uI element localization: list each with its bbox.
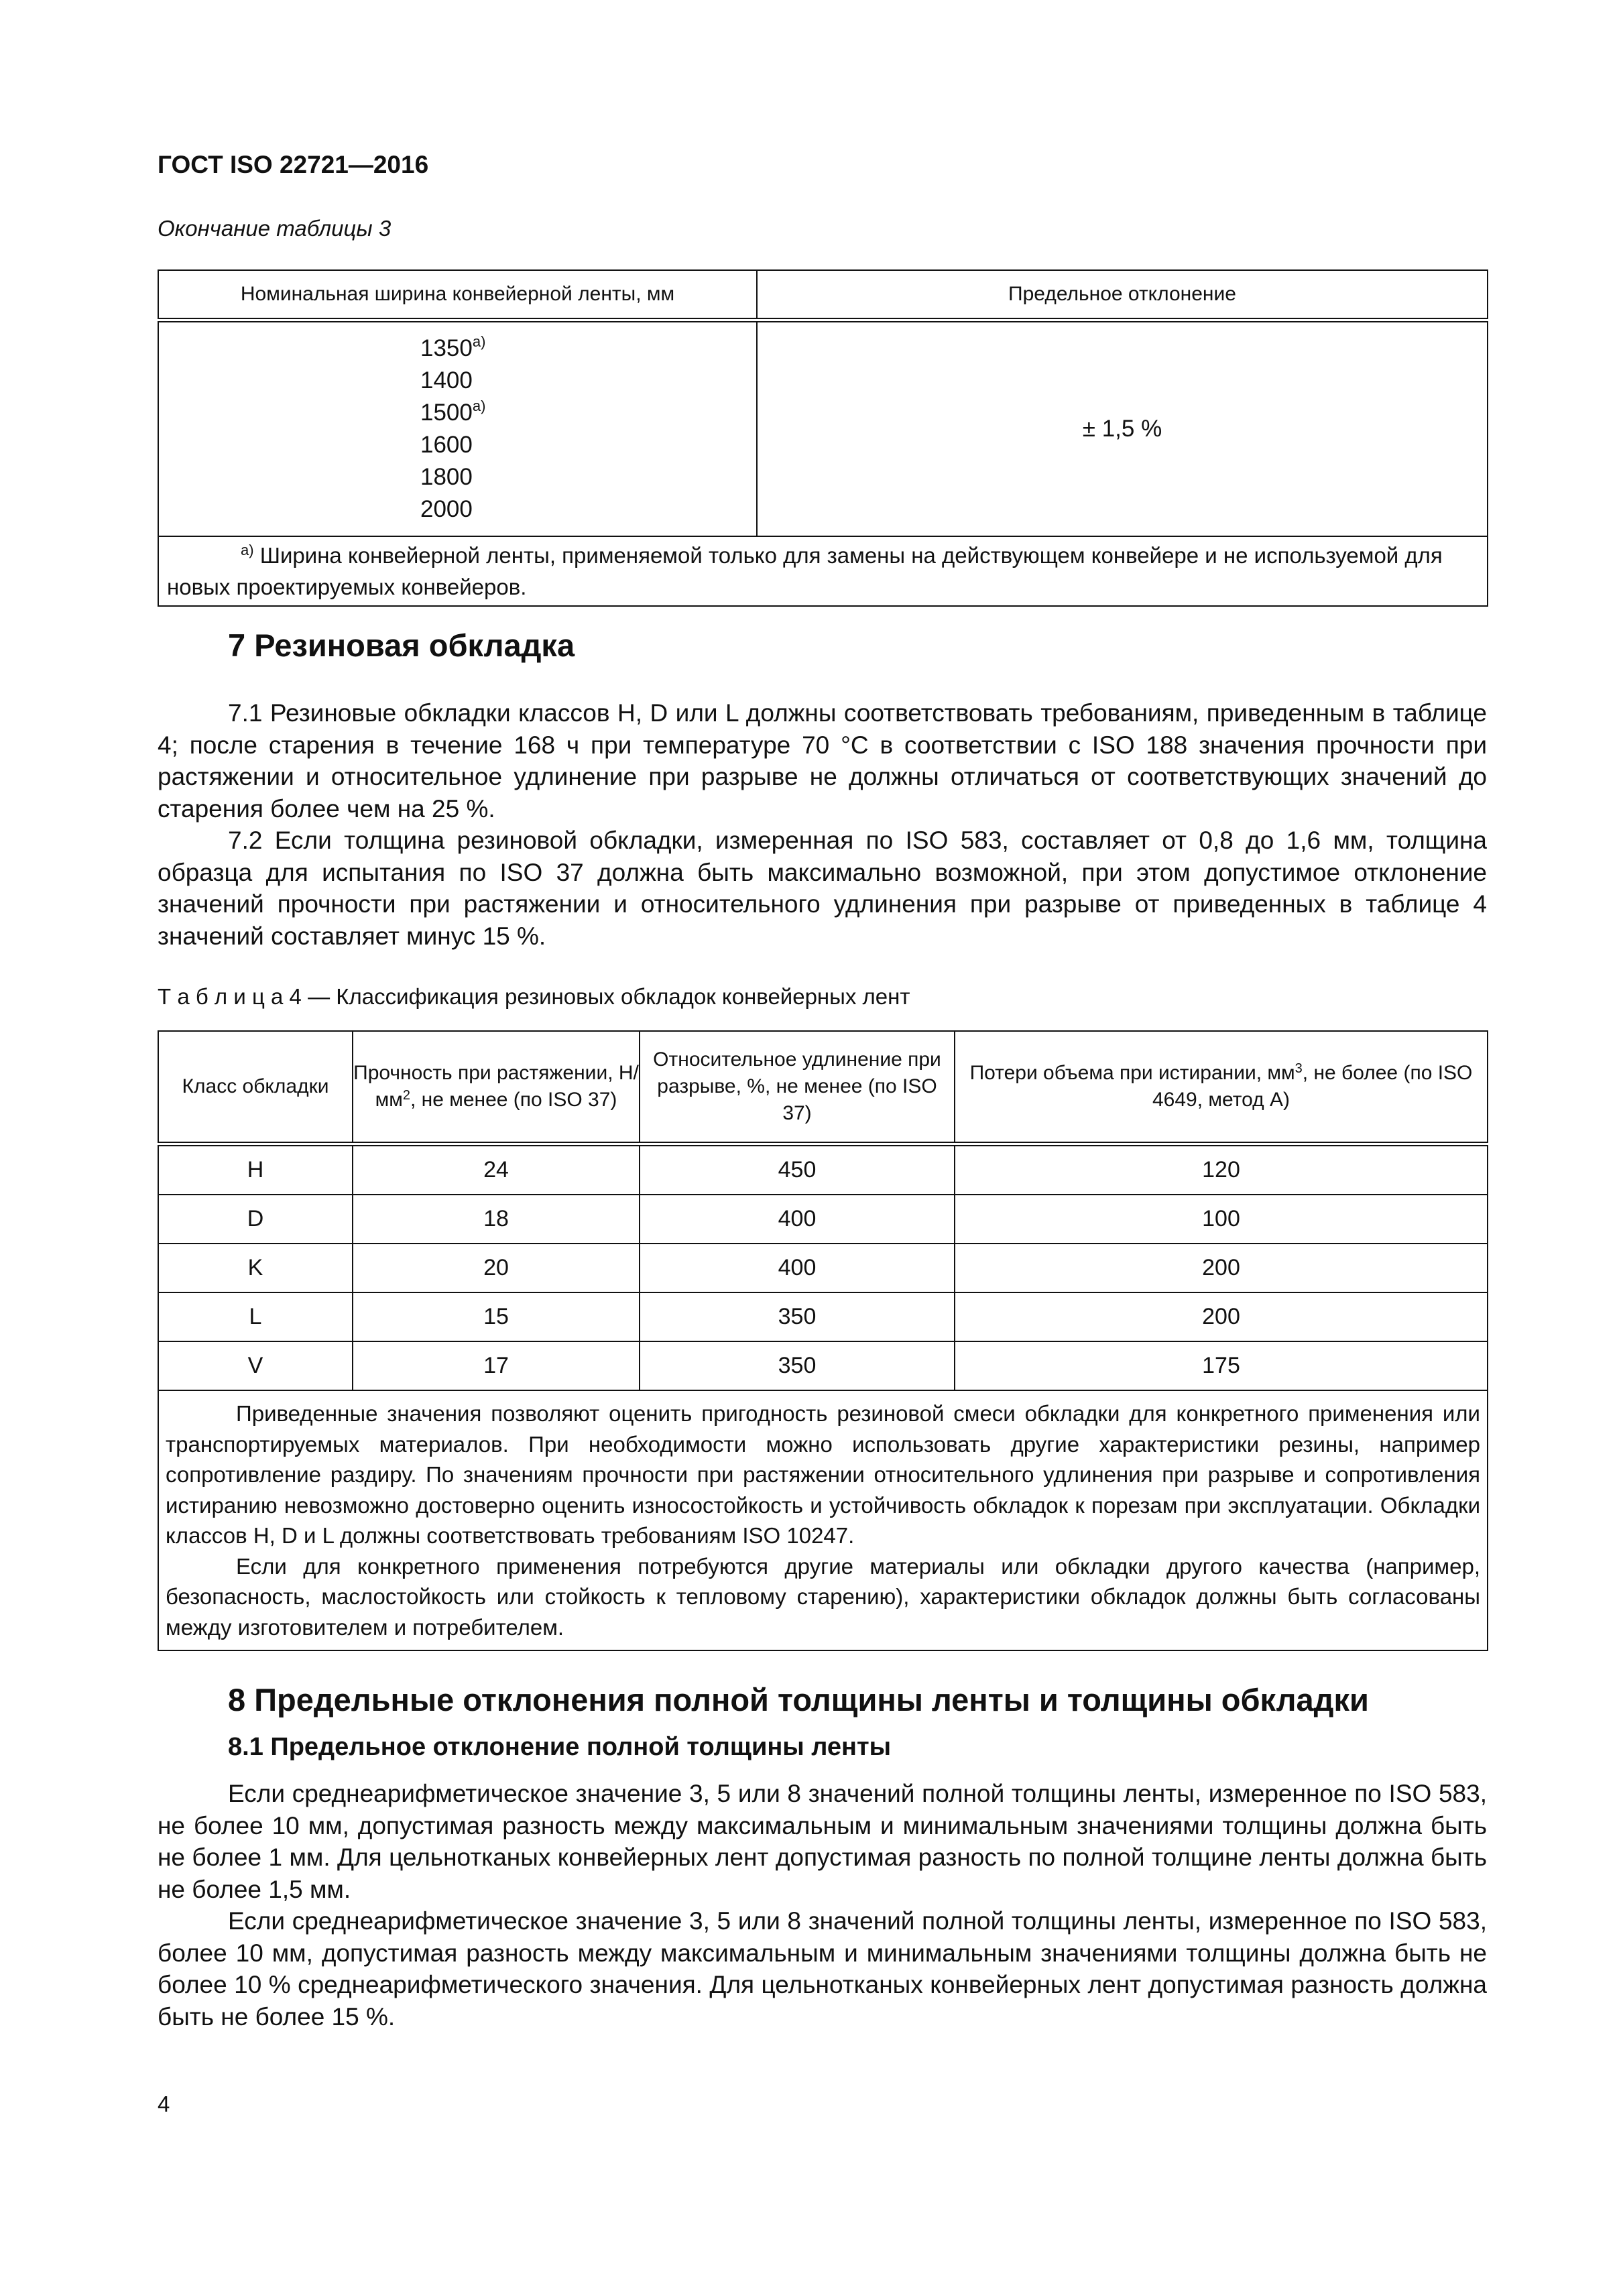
width-item: 1800 [420,464,473,490]
table4-note-paragraph-2: Если для конкретного применения потребуются другие материалы или обкладки другого качества (например, безопасность, маслостойкость или стойкость к тепловому старению), характеристики обкладок должны быть согласованы между изготовителем и потребителем. [166,1553,1480,1640]
header-elongation: Относительное удлинение при разрыве, %, не менее (по ISO 37) [640,1031,955,1144]
table4-note [158,1390,1488,1650]
table4-note-paragraph-1: Приведенные значения позволяют оценить пригодность резиновой смеси обкладки для конкретного применения или транспортируемых материалов. При необходимости можно использовать другие характеристики резины, например сопротивление раздиру. По значениям прочности при растяжении относительного удлинения при разрыве и сопротивления истиранию невозможно достоверно оценить износостойкость и устойчивость обкладок к порезам при эксплуатации. Обкладки классов H, D и L должны соответствовать требованиям ISO 10247. [166,1401,1480,1548]
table3-header-width: Номинальная ширина конвейерной ленты, мм [158,270,757,320]
width-list [420,333,756,526]
table3-footnote-row [158,536,1488,606]
header-tensile-strength: Прочность при растяжении, $Н/мм^2$, не менее (по ISO 37) [353,1031,640,1144]
header-abrasion-loss: Потери объема при истирании, $мм^3$, не более (по ISO 4649, метод А) [955,1031,1488,1144]
paragraph-7-1: 7.1 Резиновые обкладки классов H, D или L должны соответствовать требованиям, приведенным в таблице 4; после старения в течение 168 ч при температуре 70 °С в соответствии с ISO 188 значения прочности при растяжении и относительное удлинение при разрыве не должны отличаться от соответствующих значений до старения более чем на 25 %. [158,699,1487,823]
section-7-body [158,697,1487,952]
table-row: D 18 400 100 [158,1195,1488,1244]
table3-deviation-cell: ± 1,5 % [757,320,1488,537]
table3 [158,269,1488,607]
page-number: 4 [158,2092,170,2116]
paragraph-8-1-2: Если среднеарифметическое значение 3, 5 или 8 значений полной толщины ленты, измеренное по ISO 583, более 10 мм, допустимая разность между максимальным и минимальным значениями толщины должна быть не более 10 % среднеарифметического значения. Для цельнотканых конвейерных лент допустимая разность должна быть не более 15 %. [158,1907,1487,2031]
table-row: V 17 350 175 [158,1341,1488,1390]
section-8-1-body [158,1778,1487,2033]
section-8-heading: 8 Предельные отклонения полной толщины ленты и толщины обкладки [228,1682,1369,1717]
table-row: H 24 450 120 [158,1144,1488,1195]
table3-header-row [158,270,1488,320]
table3-footnote [158,536,1488,606]
section-8-1-heading: 8.1 Предельное отклонение полной толщины ленты [228,1733,892,1761]
table3-header-deviation: Предельное отклонение [757,270,1488,320]
table3-caption: Окончание таблицы 3 [158,216,392,241]
table-row: L 15 350 200 [158,1292,1488,1341]
paragraph-8-1-1: Если среднеарифметическое значение 3, 5 или 8 значений полной толщины ленты, измеренное по ISO 583, не более 10 мм, допустимая разность между максимальным и минимальным значениями толщины должна быть не более 1 мм. Для цельнотканых конвейерных лент допустимая разность по полной толщине ленты должна быть не более 1,5 мм. [158,1780,1487,1903]
width-item: 2000 [420,496,473,522]
section-7-heading: 7 Резиновая обкладка [228,627,575,663]
footnote-text: Ширина конвейерной ленты, применяемой только для замены на действующем конвейере и не используемой для новых проектируемых конвейеров. [167,543,1443,599]
table4-header-row [158,1031,1488,1144]
table4-caption: Т а б л и ц а 4 — Классификация резиновых обкладок конвейерных лент [158,984,910,1009]
table3-widths-cell [158,320,757,537]
width-item: 1600 [420,432,473,458]
width-item: $1500^{а)}$ [420,398,486,426]
footnote-mark: а) [241,542,254,558]
table4 [158,1030,1488,1651]
paragraph-7-2: 7.2 Если толщина резиновой обкладки, измеренная по ISO 583, составляет от 0,8 до 1,6 мм, толщина образца для испытания по ISO 37 должна быть максимально возможной, при этом допустимое отклонение значений прочности при растяжении и относительного удлинения при разрыве от приведенных в таблице 4 значений составляет минус 15 %. [158,827,1487,950]
table-row: K 20 400 200 [158,1244,1488,1292]
table4-note-row [158,1390,1488,1650]
table3-data-row [158,320,1488,537]
header-class: Класс обкладки [158,1031,353,1144]
width-item: 1400 [420,367,473,394]
document-header: ГОСТ ISO 22721—2016 [158,151,429,178]
width-item: $1350^{а)}$ [420,333,486,361]
